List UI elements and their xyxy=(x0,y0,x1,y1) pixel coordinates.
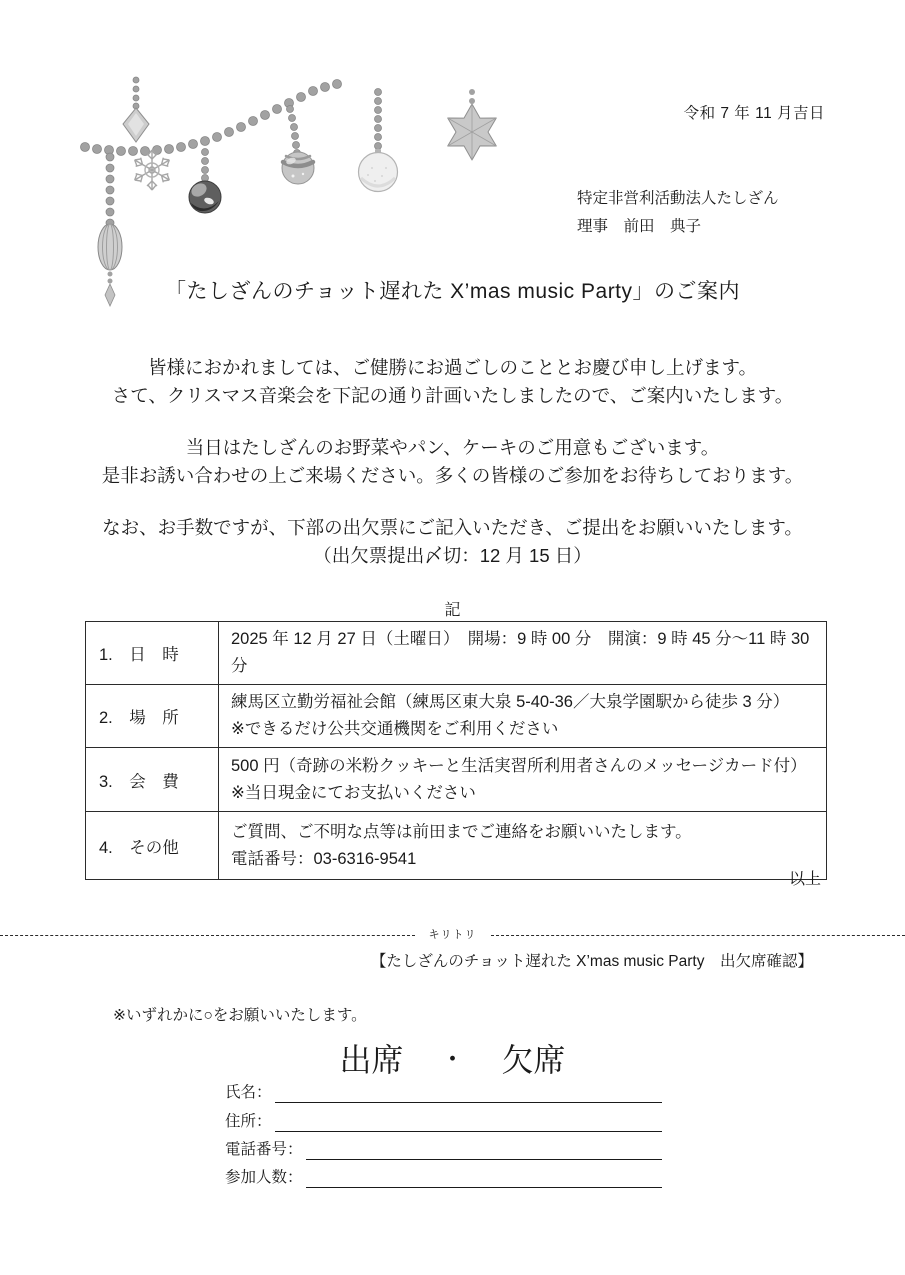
phone-field-blank-line xyxy=(306,1137,662,1160)
striped-ball-ornament xyxy=(282,106,314,185)
snowflake-icon xyxy=(132,150,172,190)
row-label: 2. 場 所 xyxy=(86,685,219,748)
dark-ball-ornament xyxy=(189,149,221,214)
event-details-table xyxy=(85,621,827,880)
cut-line xyxy=(0,927,905,943)
row-label: 3. 会 費 xyxy=(86,748,219,812)
cut-line-dash-right xyxy=(491,935,905,936)
ornament-garland-illustration xyxy=(60,73,530,309)
table-row xyxy=(86,748,827,812)
reply-slip-header: 【たしざんのチョット遅れた X’mas music Party 出欠席確認】 xyxy=(370,953,813,970)
row-value xyxy=(219,685,827,748)
name-field-blank-line xyxy=(275,1080,662,1103)
document-date: 令和 7 年 11 月吉日 xyxy=(683,105,825,122)
absent-option: 欠席 xyxy=(501,1042,566,1078)
row-label: 4. その他 xyxy=(86,812,219,880)
address-field xyxy=(225,1110,662,1132)
address-field-blank-line xyxy=(275,1109,662,1132)
row-value-line: ※当日現金にてお支払いください xyxy=(231,783,476,802)
white-ball-ornament xyxy=(359,89,398,192)
bead-garland xyxy=(81,80,342,156)
phone-field-label: 電話番号： xyxy=(225,1141,303,1158)
circle-instruction: ※いずれかに○をお願いいたします。 xyxy=(113,1007,367,1024)
row-value-line: ※できるだけ公共交通機関をご利用ください xyxy=(231,720,559,738)
record-heading: 記 xyxy=(444,602,461,619)
sender-organization: 特定非営利活動法人たしざん xyxy=(577,190,779,207)
name-field-label: 氏名： xyxy=(225,1084,272,1101)
deadline-note: （出欠票提出〆切：12 月 15 日） xyxy=(313,545,592,566)
cut-line-dash-left xyxy=(0,935,415,936)
body-line: 是非お誘い合わせの上ご来場ください。多くの皆様のご参加をお待ちしております。 xyxy=(101,465,804,486)
participants-field-label: 参加人数： xyxy=(225,1169,303,1186)
participants-field xyxy=(225,1166,662,1188)
row-value xyxy=(219,812,827,880)
participants-field-blank-line xyxy=(306,1165,662,1188)
page-title: 「たしざんのチョット遅れた X’mas music Party」のご案内 xyxy=(164,280,741,303)
attendance-choice xyxy=(0,1035,905,1081)
row-label: 1. 日 時 xyxy=(86,622,219,685)
table-row xyxy=(86,622,827,685)
row-value-line: 2025 年 12 月 27 日（土曜日） 開場：9 時 00 分 開演：9 時 45 分～11 時 30 分 xyxy=(231,630,810,675)
choice-separator: ・ xyxy=(439,1044,466,1074)
body-line: 当日はたしざんのお野菜やパン、ケーキのご用意もございます。 xyxy=(185,437,720,458)
row-value-line: ご質問、ご不明な点等は前田までご連絡をお願いいたします。 xyxy=(231,822,692,841)
table-row xyxy=(86,812,827,880)
table-row xyxy=(86,685,827,748)
body-line: なお、お手数ですが、下部の出欠票にご記入いただき、ご提出をお願いいたします。 xyxy=(102,517,803,538)
row-value xyxy=(219,622,827,685)
attend-option: 出席 xyxy=(339,1042,404,1078)
body-line: 皆様におかれましては、ご健勝にお過ごしのこととお慶び申し上げます。 xyxy=(147,357,758,378)
body-line: さて、クリスマス音楽会を下記の通り計画いたしましたので、ご案内いたします。 xyxy=(111,385,794,406)
cut-line-label: キリトリ xyxy=(428,929,477,941)
diamond-ornament xyxy=(123,77,149,142)
address-field-label: 住所： xyxy=(225,1113,272,1130)
name-field xyxy=(225,1081,662,1103)
closing-ijou: 以上 xyxy=(788,871,821,888)
row-value-line: 練馬区立勤労福祉会館（練馬区東大泉 5-40-36／大泉学園駅から徒歩 3 分） xyxy=(231,693,790,711)
row-value-line: 電話番号：03-6316-9541 xyxy=(231,849,417,868)
row-value-line: 500 円（奇跡の米粉クッキーと生活実習所利用者さんのメッセージカード付） xyxy=(231,756,807,775)
phone-field xyxy=(225,1138,662,1160)
row-value xyxy=(219,748,827,812)
sender-signer: 理事 前田 典子 xyxy=(577,218,702,235)
star-ornament xyxy=(448,89,497,160)
